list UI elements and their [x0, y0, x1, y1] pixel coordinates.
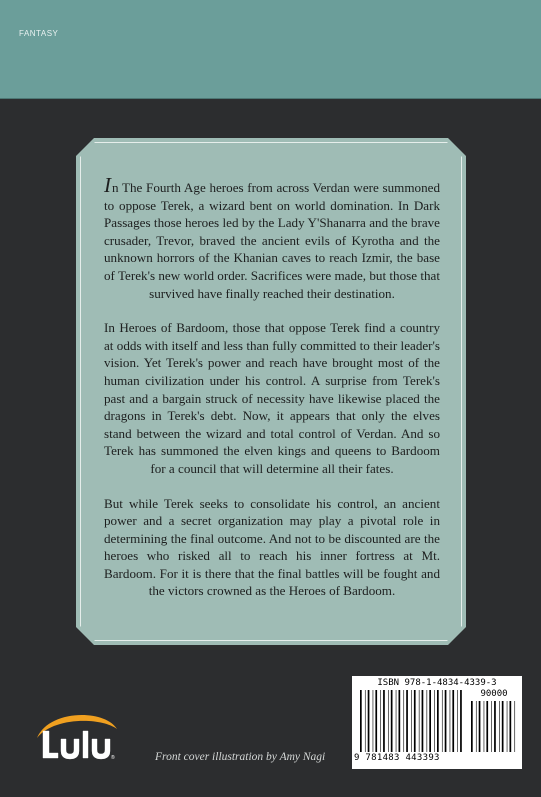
barcode-bar [411, 690, 412, 752]
barcode-bar [479, 701, 481, 752]
lulu-registered-mark: ® [111, 755, 115, 761]
drop-cap: I [104, 173, 111, 197]
barcode-bar [442, 690, 443, 752]
barcode-bar [396, 690, 397, 752]
barcode-bar [419, 690, 420, 752]
barcode-bar [383, 690, 385, 752]
barcode-bar [484, 701, 485, 752]
barcode-bar [365, 690, 366, 752]
barcode-bar [422, 690, 424, 752]
barcode-bar [491, 701, 492, 752]
lulu-letter-u1 [61, 739, 79, 759]
barcode-bar [437, 690, 439, 752]
barcode-bar [360, 690, 362, 752]
barcode-bar [399, 690, 401, 752]
barcode-bar [476, 701, 477, 752]
cover-credit: Front cover illustration by Amy Nagi [155, 751, 326, 763]
barcode-bar [434, 690, 435, 752]
barcode-bar [406, 690, 408, 752]
barcode-bar [507, 701, 508, 752]
barcode-bar [452, 690, 454, 752]
barcode-bar [388, 690, 389, 752]
lulu-letter-l1 [43, 731, 58, 758]
ean-digits: 9 781483 443393 [354, 753, 440, 763]
top-band [0, 0, 541, 99]
barcode-bar [403, 690, 404, 752]
blurb-paragraph-2: In Heroes of Bardoom, those that oppose Terek find a country at odds with itself and less than fully committed to their leader's vision. Yet Terek's power and reach have brought most of the human civilization under his control. A surprise from Terek's past and a bargain struck of necessity have likewise placed the dragons in Terek's debt. Now, it appears that only the elves stand between the wizard and total control of Verdan. And so Terek has summoned the elven kings and queens to Bardoom for a council that will determine all their fates. [104, 320, 440, 476]
barcode-bar [457, 690, 458, 752]
barcode-bar [494, 701, 496, 752]
price-addon-digits: 90000 [480, 689, 508, 699]
barcode-bar [427, 690, 428, 752]
barcode-bar [450, 690, 451, 752]
isbn-barcode [352, 676, 522, 769]
ean-barcode-bars [360, 690, 464, 752]
barcode-bar [373, 690, 374, 752]
barcode-bar [514, 701, 515, 752]
barcode-bar [460, 690, 462, 752]
barcode-bar [375, 690, 377, 752]
barcode-bar [414, 690, 416, 752]
addon-barcode-bars [471, 701, 517, 752]
blurb-text [104, 175, 440, 617]
genre-label: FANTASY [19, 29, 59, 38]
barcode-bar [368, 690, 370, 752]
lulu-letter-l2 [83, 731, 88, 758]
barcode-bar [380, 690, 381, 752]
blurb-paragraph-1-text: n The Fourth Age heroes from across Verdan were summoned to oppose Terek, a wizard bent on world domination. In Dark Passages those heroes led by the Lady Y'Shanarra and the brave crusader, Trevor, braved the ancient evils of Kyrotha and the unknown horrors of the Khanian caves to reach Izmir, the base of Terek's new world order. Sacrifices were made, but those that survived have finally reached their destination. [104, 180, 440, 301]
barcode-bar [391, 690, 393, 752]
barcode-bar [471, 701, 473, 752]
blurb-paragraph-1 [104, 175, 440, 302]
barcode-bar [486, 701, 488, 752]
barcode-bar [445, 690, 447, 752]
blurb-paragraph-3: But while Terek seeks to consolidate his control, an ancient power and a secret organization may play a pivotal role in determining the final outcome. And not to be discounted are the heroes who risked all to reach his inner fortress at Mt. Bardoom. For it is there that the final battles will be fought and the victors crowned as the Heroes of Bardoom. [104, 495, 440, 599]
barcode-bar [510, 701, 512, 752]
barcode-bar [502, 701, 504, 752]
isbn-label: ISBN 978-1-4834-4339-3 [377, 678, 497, 688]
lulu-letter-u2 [92, 739, 110, 759]
lulu-logo [31, 707, 121, 769]
barcode-bar [499, 701, 500, 752]
barcode-bar [429, 690, 431, 752]
